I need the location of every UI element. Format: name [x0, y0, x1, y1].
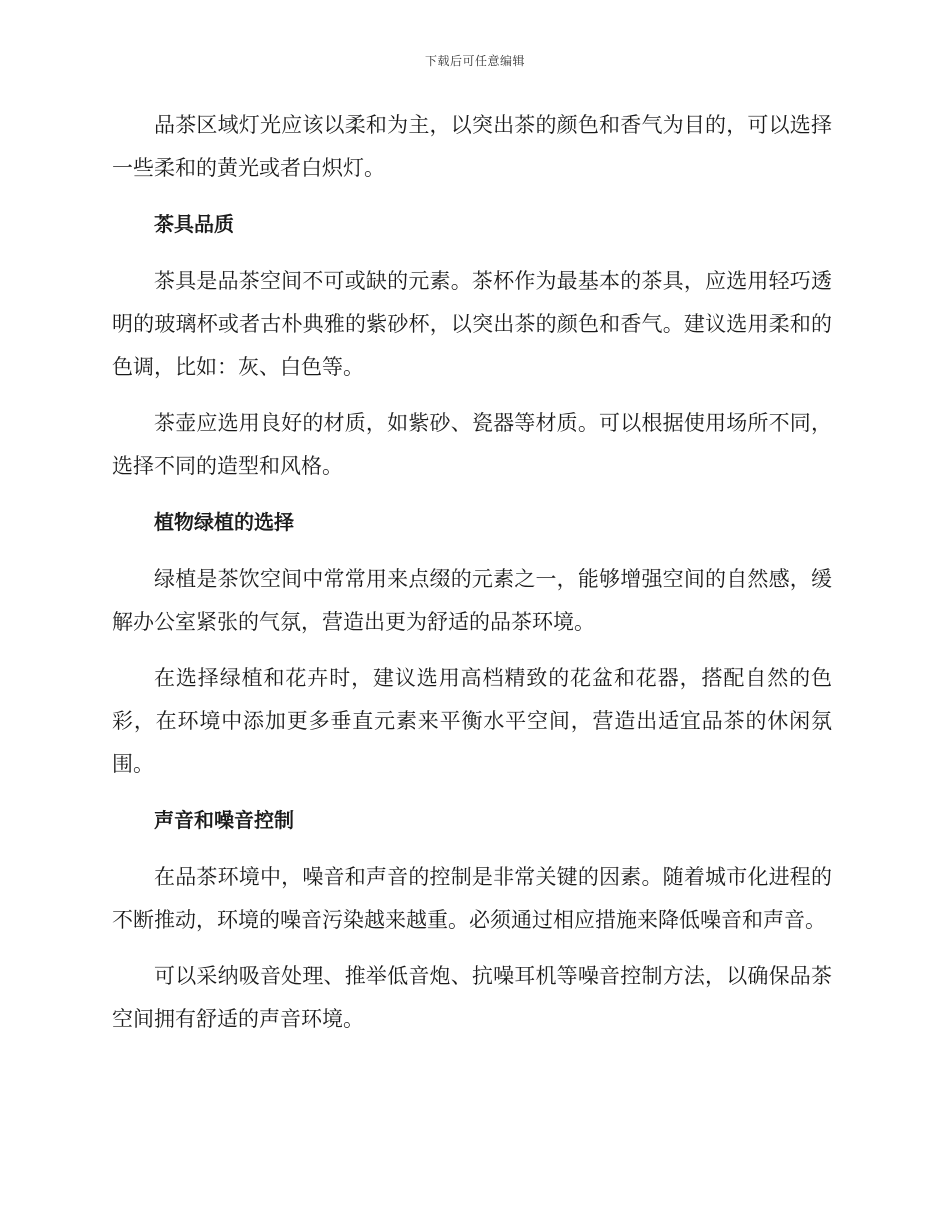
paragraph-lighting: 品茶区域灯光应该以柔和为主，以突出茶的颜色和香气为目的，可以选择一些柔和的黄光或者白炽灯。: [112, 113, 832, 180]
paragraph-noise: 在品茶环境中，噪音和声音的控制是非常关键的因素。随着城市化进程的不断推动，环境的噪音污染越来越重。必须通过相应措施来降低噪音和声音。: [112, 865, 832, 932]
paragraph-teaware: 茶具是品茶空间不可或缺的元素。茶杯作为最基本的茶具，应选用轻巧透明的玻璃杯或者古朴典雅的紫砂杯，以突出茶的颜色和香气。建议选用柔和的色调，比如：灰、白色等。: [112, 269, 832, 379]
paragraph-flowers: 在选择绿植和花卉时，建议选用高档精致的花盆和花器，搭配自然的色彩，在环境中添加更多垂直元素来平衡水平空间，营造出适宜品茶的休闲氛围。: [112, 666, 832, 776]
heading-plant-selection: 植物绿植的选择: [154, 510, 294, 534]
paragraph-teapot: 茶壶应选用良好的材质，如紫砂、瓷器等材质。可以根据使用场所不同，选择不同的造型和风格。: [112, 411, 832, 478]
document-body: [112, 104, 832, 1054]
page-header: 下载后可任意编辑: [424, 54, 525, 68]
heading-teaware-quality: 茶具品质: [154, 212, 234, 236]
heading-sound-noise-control: 声音和噪音控制: [154, 808, 294, 832]
paragraph-noise-methods: 可以采纳吸音处理、推举低音炮、抗噪耳机等噪音控制方法，以确保品茶空间拥有舒适的声音环境。: [112, 964, 832, 1031]
paragraph-greenery: 绿植是茶饮空间中常常用来点缀的元素之一，能够增强空间的自然感，缓解办公室紧张的气氛，营造出更为舒适的品茶环境。: [112, 567, 832, 634]
